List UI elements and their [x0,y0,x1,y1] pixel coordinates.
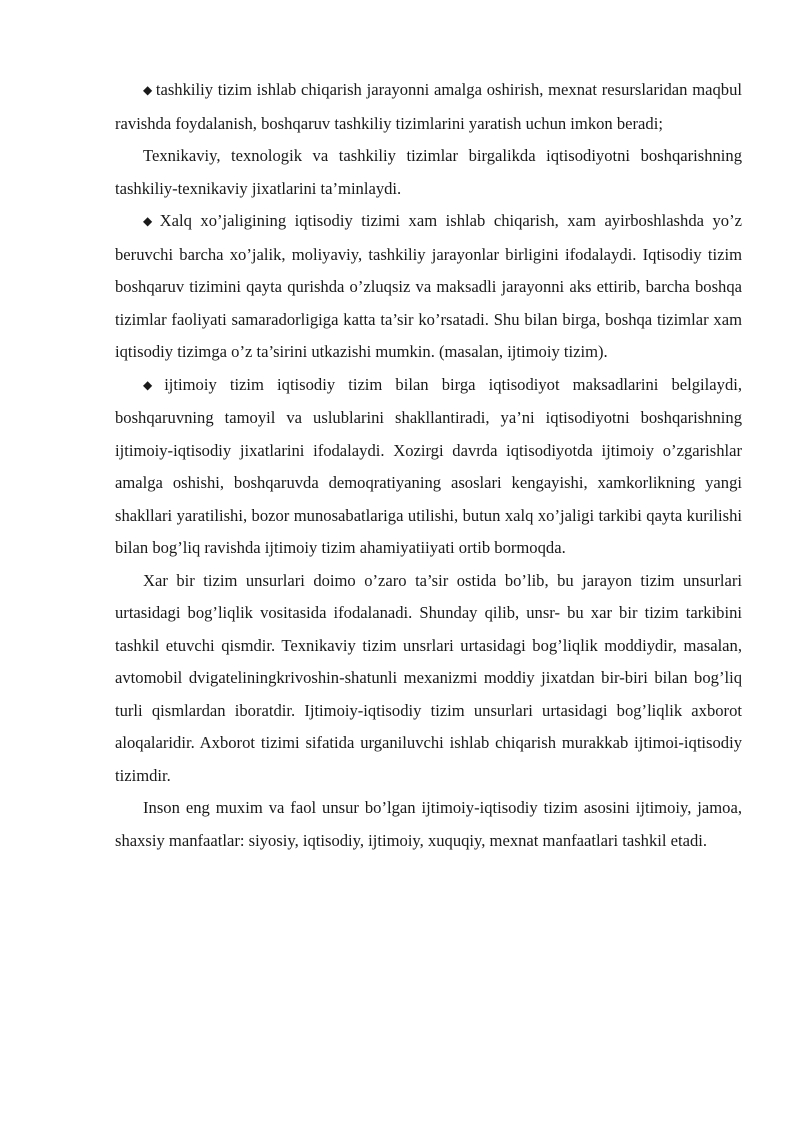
paragraph-2-text: Texnikaviy, texnologik va tashkiliy tizimlar birgalikda iqtisodiyotni boshqarishning tashkiliy-texnikaviy jixatlarini ta’minlaydi. [115,146,742,198]
diamond-bullet-icon: ◆ [143,214,157,228]
paragraph-4 [115,369,742,565]
document-page [115,74,742,857]
diamond-bullet-icon: ◆ [143,83,153,97]
paragraph-6-text: Inson eng muxim va faol unsur bo’lgan ijtimoiy-iqtisodiy tizim asosini ijtimoiy, jamoa, shaxsiy manfaatlar: siyosiy, iqtisodiy, ijtimoiy, xuquqiy, mexnat manfaatlari tashkil etadi. [115,798,742,850]
paragraph-5-text: Xar bir tizim unsurlari doimo o’zaro ta’sir ostida bo’lib, bu jarayon tizim unsurlari urtasidagi bog’liqlik vositasida ifodalanadi. Shunday qilib, unsr- bu xar bir tizim tarkibini tashkil etuvchi qismdir. Texnikaviy tizim unsrlari urtasidagi bog’liqlik moddiydir, masalan, avtomobil dvigateliningkrivoshin-shatunli mexanizmi moddiy jixatdan bir-biri bilan bog’liq turli qismlardan iboratdir. Ijtimoiy-iqtisodiy tizim unsurlari urtasidagi bog’liqlik axborot aloqalaridir. Axborot tizimi sifatida urganiluvchi ishlab chiqarish murakkab ijtimoi-iqtisodiy tizimdir. [115,570,742,785]
paragraph-3 [115,205,742,369]
paragraph-1 [115,74,742,140]
paragraph-2 [115,140,742,205]
paragraph-1-text: tashkiliy tizim ishlab chiqarish jarayonni amalga oshirish, mexnat resurslaridan maqbul ravishda foydalanish, boshqaruv tashkiliy tizimlarini yaratish uchun imkon beradi; [115,80,742,133]
paragraph-3-text: Xalq xo’jaligining iqtisodiy tizimi xam ishlab chiqarish, xam ayirboshlashda yo’z beruvchi barcha xo’jalik, moliyaviy, tashkiliy jarayonlar birligini ifodalaydi. Iqtisodiy tizim boshqaruv tizimini qayta qurishda o’zluqsiz va maksadli jarayonni aks ettirib, barcha boshqa tizimlar faoliyati samaradorligiga katta ta’sir ko’rsatadi. Shu bilan birga, boshqa tizimlar xam iqtisodiy tizimga o’z ta’sirini utkazishi mumkin. (masalan, ijtimoiy tizim). [115,211,742,361]
paragraph-4-text: ijtimoiy tizim iqtisodiy tizim bilan birga iqtisodiyot maksadlarini belgilaydi, boshqaruvning tamoyil va uslublarini shakllantiradi, ya’ni iqtisodiyotni boshqarishning ijtimoiy-iqtisodiy jixatlarini ifodalaydi. Xozirgi davrda iqtisodiyotda ijtimoiy o’zgarishlar amalga oshishi, boshqaruvda demoqratiyaning asoslari kengayishi, xamkorlikning yangi shakllari yaratilishi, bozor munosabatlariga utilishi, butun xalq xo’jaligi tarkibi qayta kurilishi bilan bog’liq ravishda ijtimoiy tizim ahamiyatiiyati ortib bormoqda. [115,374,742,557]
diamond-bullet-icon: ◆ [143,377,162,392]
paragraph-6 [115,792,742,857]
paragraph-5 [115,565,742,793]
